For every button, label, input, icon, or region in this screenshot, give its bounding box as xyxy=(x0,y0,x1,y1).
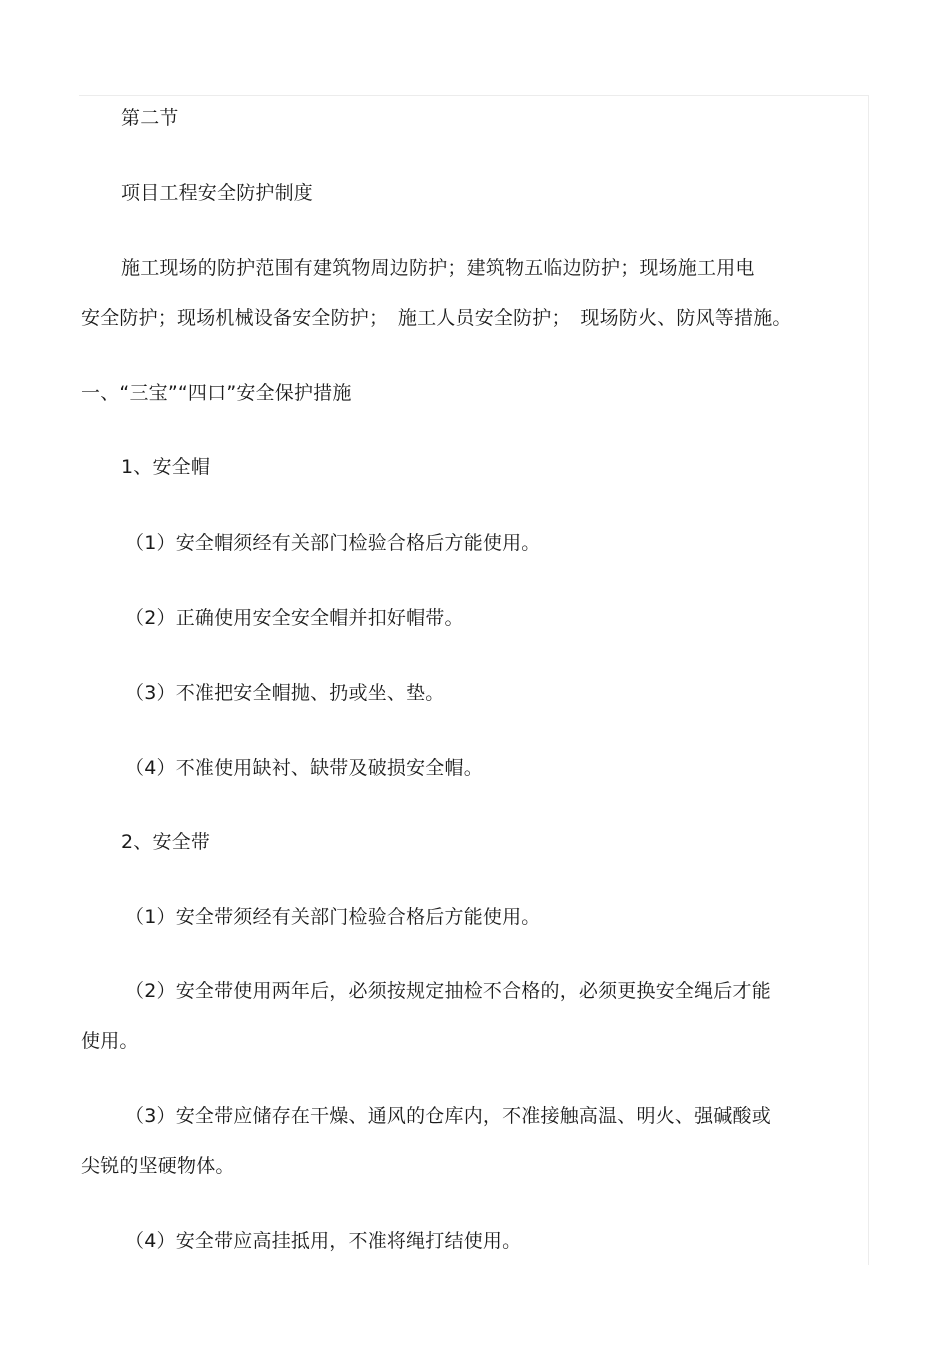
heading-safety-measures: 一、“三宝”“四口”安全保护措施 xyxy=(81,382,352,404)
helmet-item-4: （4）不准使用缺衬、缺带及破损安全帽。 xyxy=(125,757,483,779)
helmet-title: 1、安全帽 xyxy=(121,456,211,478)
belt-item-1: （1）安全带须经有关部门检验合格后方能使用。 xyxy=(125,906,541,928)
belt-item-3-line-1: （3）安全带应储存在干燥、通风的仓库内，不准接触高温、明火、强碱酸或 xyxy=(125,1105,771,1127)
helmet-item-2: （2）正确使用安全安全帽并扣好帽带。 xyxy=(125,607,464,629)
intro-paragraph-line-2: 安全防护；现场机械设备安全防护； 施工人员安全防护； 现场防火、防风等措施。 xyxy=(81,307,792,329)
belt-title: 2、安全带 xyxy=(121,831,211,853)
belt-item-3-line-2: 尖锐的坚硬物体。 xyxy=(81,1155,235,1177)
belt-item-2-line-2: 使用。 xyxy=(81,1030,139,1052)
helmet-item-3: （3）不准把安全帽抛、扔或坐、垫。 xyxy=(125,682,445,704)
section-label: 第二节 xyxy=(121,107,179,129)
belt-item-2-line-1: （2）安全带使用两年后，必须按规定抽检不合格的，必须更换安全绳后才能 xyxy=(125,980,771,1002)
section-title: 项目工程安全防护制度 xyxy=(121,182,314,204)
intro-paragraph-line-1: 施工现场的防护范围有建筑物周边防护；建筑物五临边防护；现场施工用电 xyxy=(121,257,755,279)
belt-item-4: （4）安全带应高挂抵用，不准将绳打结使用。 xyxy=(125,1230,522,1252)
helmet-item-1: （1）安全帽须经有关部门检验合格后方能使用。 xyxy=(125,532,541,554)
